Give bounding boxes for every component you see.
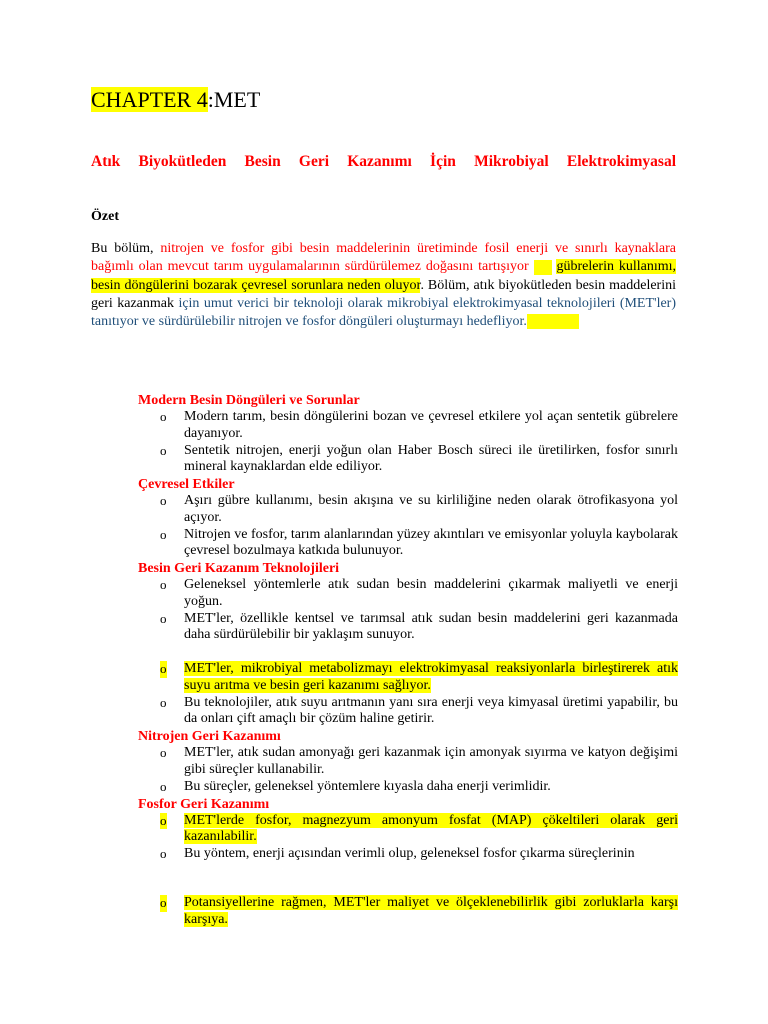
section-heading: Çevresel Etkiler — [138, 477, 235, 492]
bullet-marker: o — [160, 661, 167, 676]
list-item — [138, 695, 678, 728]
section-heading: Besin Geri Kazanım Teknolojileri — [138, 561, 340, 576]
chapter-label: CHAPTER 4 — [91, 87, 208, 112]
list-item-text: Bu süreçler, geleneksel yöntemlere kıyasla daha enerji verimlidir. — [184, 778, 551, 794]
abstract-blue-text: için umut verici bir teknoloji olarak mikrobiyal elektrokimyasal teknolojileri (MET'ler) tanıtıyor ve sürdürülebilir nitrojen ve fosfor döngüleri oluşturmayı hedefliyor. — [91, 295, 676, 330]
list-item-text: Potansiyellerine rağmen, MET'ler maliyet ve ölçeklenebilirlik gibi zorluklarla karşı karşıya. — [184, 895, 678, 927]
list-item — [138, 846, 678, 863]
section-heading: Modern Besin Döngüleri ve Sorunlar — [138, 393, 360, 408]
abstract-middle-text: . Bölüm, atık biyokütleden besin maddelerini geri kazanmak — [91, 277, 676, 311]
spacer — [138, 863, 678, 895]
list-item — [138, 443, 678, 476]
list-item-text: Modern tarım, besin döngülerini bozan ve çevresel etkilere yol açan sentetik gübrelere dayanıyor. — [184, 409, 678, 441]
list-item-text: Bu teknolojiler, atık suyu arıtmanın yanı sıra enerji veya kimyasal üretimi yapabilir, bu da onları çift amaçlı bir çözüm haline getirir. — [184, 694, 678, 726]
list-item-text: Nitrojen ve fosfor, tarım alanlarından yüzey akıntıları ve emisyonlar yoluyla kaybolarak çevresel bozulmaya katkıda bulunuyor. — [184, 526, 678, 558]
list-item — [138, 409, 678, 442]
bullet-marker: o — [160, 778, 167, 794]
list-item-highlighted — [138, 661, 678, 694]
bullet-marker: o — [160, 493, 167, 508]
abstract-highlight-text: gübrelerin kullanımı, besin döngülerini bozarak çevresel sorunlara neden oluyor — [91, 259, 677, 293]
list-item-text: MET'ler, mikrobiyal metabolizmayı elektrokimyasal reaksiyonlarla birleştirerek atık suyu arıtma ve besin geri kazanımı sağlıyor. — [184, 661, 678, 693]
bullet-marker: o — [160, 442, 167, 458]
list-item-text: MET'ler, özellikle kentsel ve tarımsal atık sudan besin maddelerini geri kazanmada daha sürdürülebilir bir yaklaşım sunuyor. — [184, 610, 678, 642]
spacer — [138, 644, 678, 661]
list-item — [138, 577, 678, 610]
outline-list — [138, 392, 678, 929]
summary-heading: Özet — [91, 209, 119, 224]
list-item-highlighted — [138, 813, 678, 846]
abstract-paragraph — [91, 240, 676, 331]
list-item-text: MET'ler, atık sudan amonyağı geri kazanmak için amonyak sıyırma ve katyon değişimi gibi süreçler kullanabilir. — [184, 745, 678, 777]
chapter-title — [91, 86, 260, 114]
list-item — [138, 745, 678, 778]
bullet-marker: o — [160, 409, 167, 424]
list-item — [138, 527, 678, 560]
highlight-pad — [534, 260, 552, 275]
list-item-text: Geleneksel yöntemlerle atık sudan besin maddelerini çıkarmak maliyetli ve enerji yoğun. — [184, 577, 678, 609]
bullet-marker: o — [160, 610, 167, 626]
bullet-marker: o — [160, 812, 167, 828]
section-heading: Fosfor Geri Kazanımı — [138, 796, 270, 812]
bullet-marker: o — [160, 577, 167, 592]
bullet-marker: o — [160, 846, 167, 861]
list-item-text: Aşırı gübre kullanımı, besin akışına ve su kirliliğine neden olarak ötrofikasyona yol açıyor. — [184, 493, 678, 525]
bullet-marker: o — [160, 526, 167, 542]
abstract-intro: Bu bölüm, — [91, 241, 161, 256]
abstract-red-text: nitrojen ve fosfor gibi besin maddelerinin üretiminde fosil enerji ve sınırlı kaynaklara bağımlı olan mevcut tarım uygulamalarının sürdürülemez doğasını tartışıyor — [91, 241, 676, 275]
list-item-text: MET'lerde fosfor, magnezyum amonyum fosfat (MAP) çökeltileri olarak geri kazanılabilir. — [184, 812, 678, 844]
bullet-marker: o — [160, 895, 167, 910]
section-heading: Nitrojen Geri Kazanımı — [138, 729, 281, 744]
list-item-text: Bu yöntem, enerji açısından verimli olup, geleneksel fosfor çıkarma süreçlerinin — [184, 846, 635, 861]
highlight-pad — [527, 314, 579, 329]
list-item-highlighted — [138, 895, 678, 928]
list-item — [138, 611, 678, 644]
chapter-name: :MET — [207, 87, 261, 112]
list-item-text: Sentetik nitrojen, enerji yoğun olan Haber Bosch süreci ile üretilirken, fosfor sınırlı mineral kaynaklardan elde ediliyor. — [184, 442, 678, 474]
document-subtitle: Atık Biyokütleden Besin Geri Kazanımı İçin Mikrobiyal Elektrokimyasal — [91, 153, 676, 170]
bullet-marker: o — [160, 745, 167, 760]
list-item — [138, 493, 678, 526]
bullet-marker: o — [160, 694, 167, 710]
list-item — [138, 779, 678, 796]
